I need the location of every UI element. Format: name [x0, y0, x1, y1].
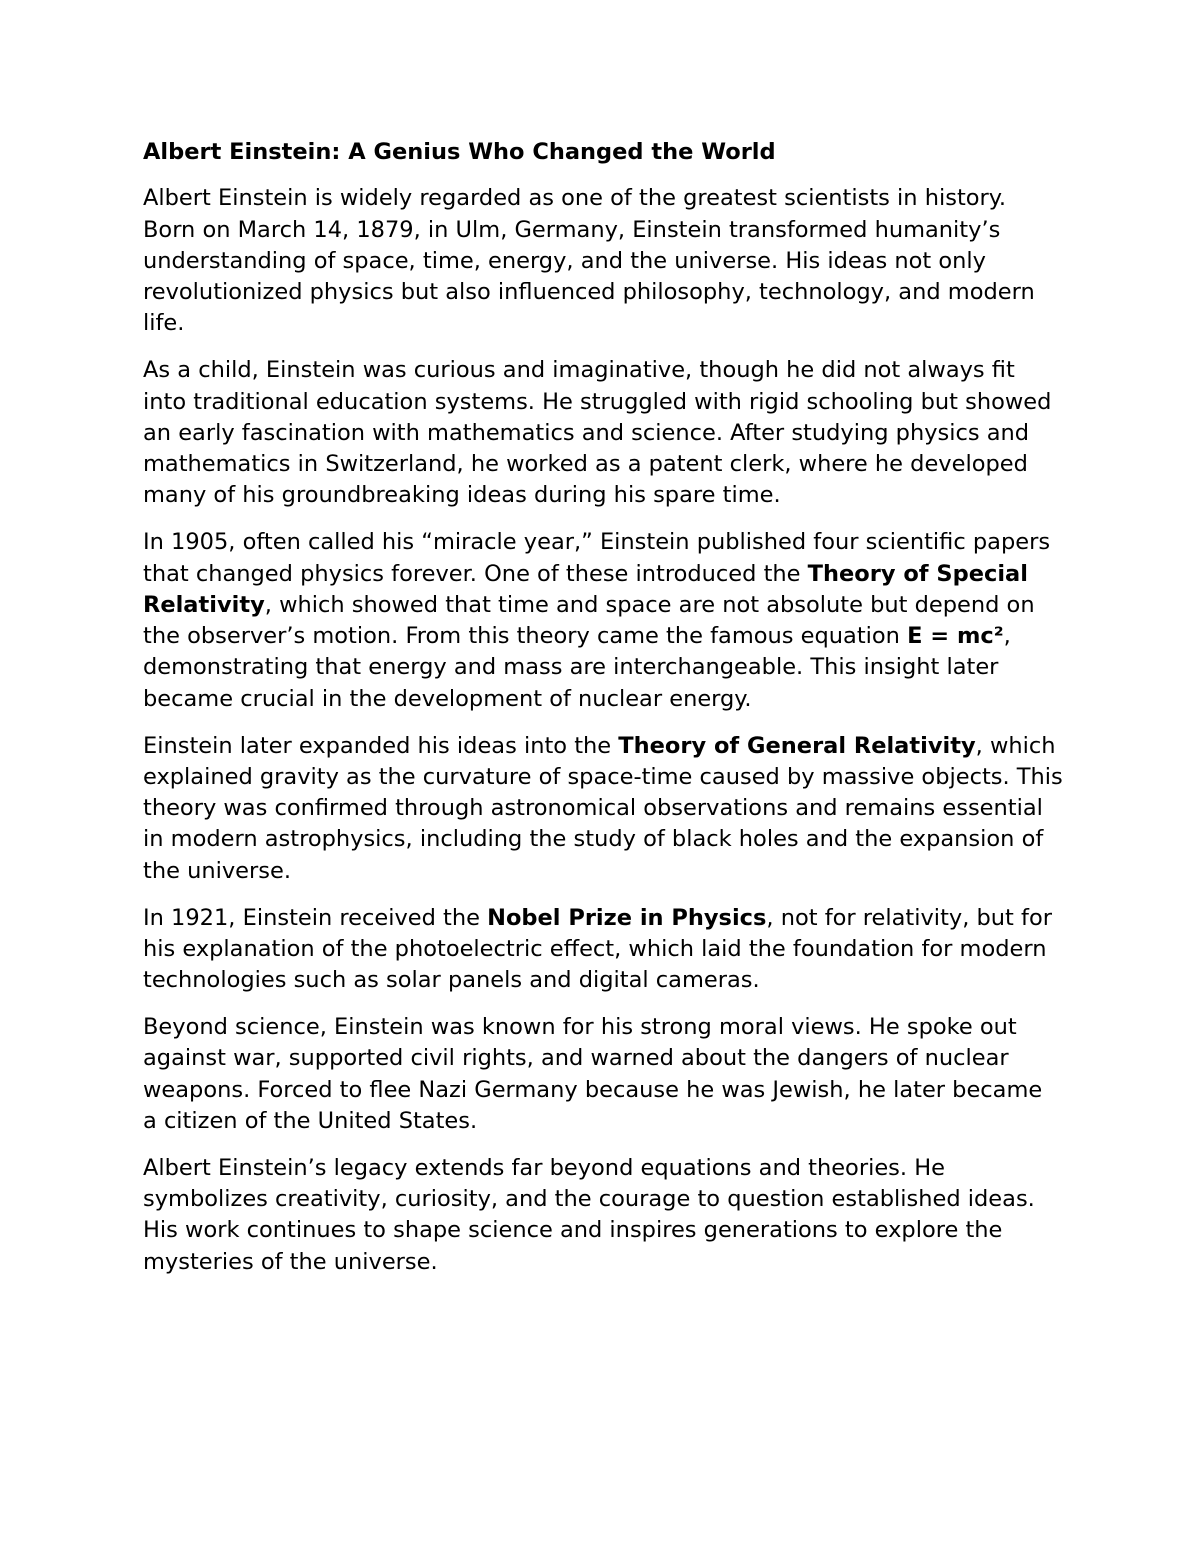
bold-equation: E = mc² [907, 623, 1004, 650]
text-run: Einstein later expanded his ideas into the [143, 732, 619, 759]
paragraph-nobel-prize [143, 903, 1063, 997]
paragraph-legacy: Albert Einstein’s legacy extends far beyond equations and theories. He symbolizes creativity, curiosity, and the courage to question established ideas. His work continues to shape science and inspires generations to explore the mysteries of the universe. [143, 1154, 1035, 1275]
text-run: In 1921, Einstein received the [143, 904, 488, 931]
bold-term-nobel-prize: Nobel Prize in Physics [487, 904, 767, 931]
paragraph-miracle-year [143, 527, 1063, 715]
text-run: In 1905, often called his “miracle year,” Einstein published four scientific papers that changed physics forever. One of these introduced the [143, 529, 1051, 587]
text-run: , which explained gravity as the curvature of space-time caused by massive objects. This theory was confirmed through astronomical observations and remains essential in modern astrophysics, including the study of black holes and the expansion of the universe. [143, 732, 1063, 884]
text-run: , not for relativity, but for his explanation of the photoelectric effect, which laid the foundation for modern technologies such as solar panels and digital cameras. [143, 904, 1052, 994]
document-title: Albert Einstein: A Genius Who Changed the World [143, 139, 776, 165]
paragraph-moral-views: Beyond science, Einstein was known for his strong moral views. He spoke out against war, supported civil rights, and warned about the dangers of nuclear weapons. Forced to flee Nazi Germany because he was Jewish, he later became a citizen of the United States. [143, 1013, 1043, 1134]
text-run: , demonstrating that energy and mass are interchangeable. This insight later became crucial in the development of nuclear energy. [143, 623, 1011, 712]
bold-term-special-relativity: Theory of Special Relativity [143, 560, 1028, 618]
bold-term-general-relativity: Theory of General Relativity [618, 732, 976, 759]
document-body [143, 137, 1063, 1293]
paragraph-childhood: As a child, Einstein was curious and imaginative, though he did not always fit into traditional education systems. He struggled with rigid schooling but showed an early fascination with mathematics and science. After studying physics and mathematics in Switzerland, he worked as a patent clerk, where he developed many of his groundbreaking ideas during his spare time. [143, 357, 1052, 509]
paragraph-intro: Albert Einstein is widely regarded as one of the greatest scientists in history. Born on March 14, 1879, in Ulm, Germany, Einstein transformed humanity’s understanding of space, time, energy, and the universe. His ideas not only revolutionized physics but also influenced philosophy, technology, and modern life. [143, 185, 1035, 337]
paragraph-general-relativity [143, 731, 1063, 887]
text-run: , which showed that time and space are not absolute but depend on the observer’s motion. From this theory came the famous equation [143, 591, 1035, 650]
